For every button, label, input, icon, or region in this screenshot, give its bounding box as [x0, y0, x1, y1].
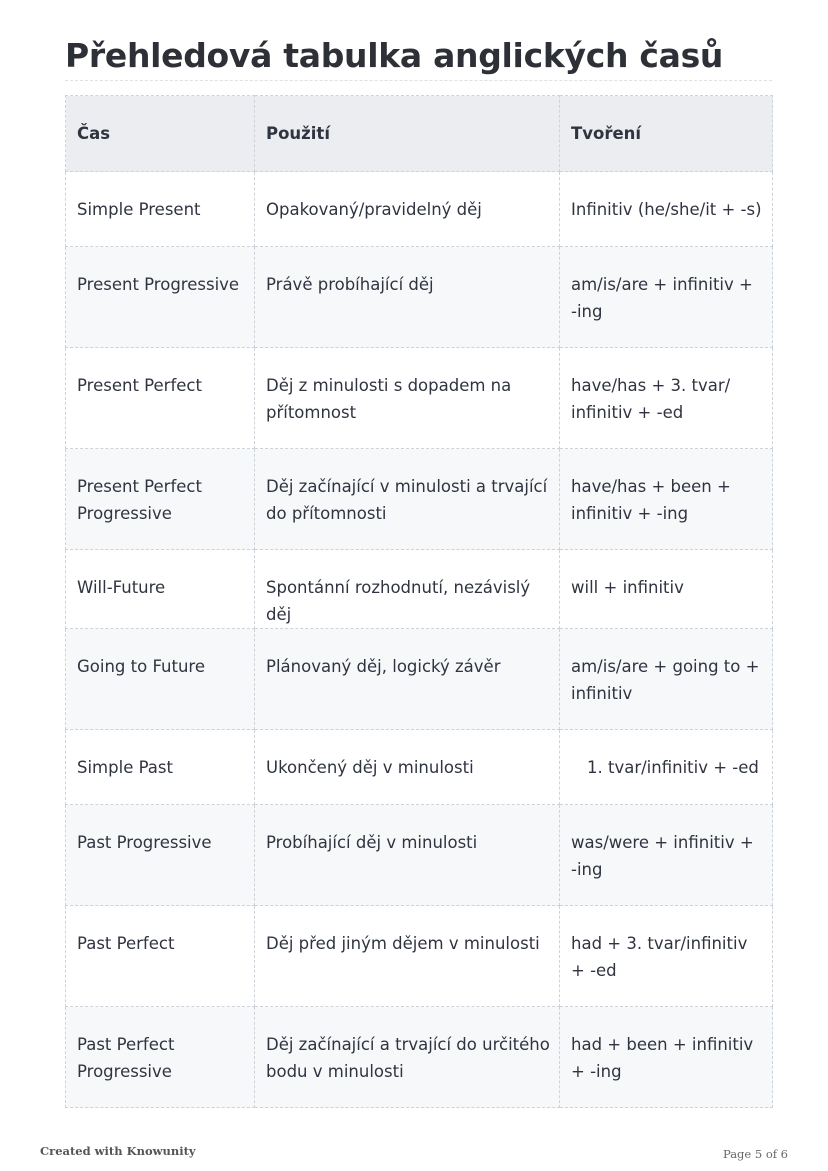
- table-row: [66, 1007, 773, 1108]
- table-row: [66, 550, 773, 629]
- footer-credit: Created with Knowunity: [40, 1144, 196, 1158]
- cell-formation: have/has + been + infinitiv + -ing: [560, 449, 773, 550]
- table-row: [66, 247, 773, 348]
- header-formation: Tvoření: [560, 96, 773, 172]
- title-divider: [65, 80, 772, 81]
- table-row: [66, 348, 773, 449]
- table-row: [66, 730, 773, 805]
- table-row: [66, 449, 773, 550]
- cell-formation: had + been + infinitiv + -ing: [560, 1007, 773, 1108]
- cell-usage: Děj začínající v minulosti a trvající do přítomnosti: [255, 449, 560, 550]
- cell-usage: Plánovaný děj, logický závěr: [255, 629, 560, 730]
- cell-tense: Will-Future: [66, 550, 255, 629]
- cell-usage: Děj z minulosti s dopadem na přítomnost: [255, 348, 560, 449]
- table-header-row: [66, 96, 773, 172]
- cell-tense: Simple Present: [66, 172, 255, 247]
- cell-usage: Právě probíhající děj: [255, 247, 560, 348]
- cell-usage: Děj začínající a trvající do určitého bodu v minulosti: [255, 1007, 560, 1108]
- cell-formation: had + 3. tvar/infinitiv + -ed: [560, 906, 773, 1007]
- page-title: Přehledová tabulka anglických časů: [65, 36, 724, 75]
- cell-tense: Past Perfect: [66, 906, 255, 1007]
- cell-formation: am/is/are + infinitiv + -ing: [560, 247, 773, 348]
- cell-formation: 1. tvar/infinitiv + -ed: [560, 730, 773, 805]
- cell-formation: will + infinitiv: [560, 550, 773, 629]
- cell-tense: Present Perfect: [66, 348, 255, 449]
- tenses-table: [65, 95, 773, 1108]
- cell-formation: Infinitiv (he/she/it + -s): [560, 172, 773, 247]
- cell-usage: Spontánní rozhodnutí, nezávislý děj: [255, 550, 560, 629]
- cell-tense: Simple Past: [66, 730, 255, 805]
- cell-formation: was/were + infinitiv + -ing: [560, 805, 773, 906]
- cell-tense: Past Progressive: [66, 805, 255, 906]
- table-row: [66, 172, 773, 247]
- table-row: [66, 906, 773, 1007]
- cell-tense: Present Progressive: [66, 247, 255, 348]
- table-row: [66, 629, 773, 730]
- header-usage: Použití: [255, 96, 560, 172]
- cell-formation: have/has + 3. tvar/ infinitiv + -ed: [560, 348, 773, 449]
- cell-tense: Past Perfect Progressive: [66, 1007, 255, 1108]
- cell-usage: Ukončený děj v minulosti: [255, 730, 560, 805]
- cell-usage: Děj před jiným dějem v minulosti: [255, 906, 560, 1007]
- table-row: [66, 805, 773, 906]
- cell-usage: Opakovaný/pravidelný děj: [255, 172, 560, 247]
- header-tense: Čas: [66, 96, 255, 172]
- cell-usage: Probíhající děj v minulosti: [255, 805, 560, 906]
- cell-tense: Going to Future: [66, 629, 255, 730]
- cell-formation: am/is/are + going to + infinitiv: [560, 629, 773, 730]
- page-number: Page 5 of 6: [722, 1147, 788, 1161]
- cell-tense: Present Perfect Progressive: [66, 449, 255, 550]
